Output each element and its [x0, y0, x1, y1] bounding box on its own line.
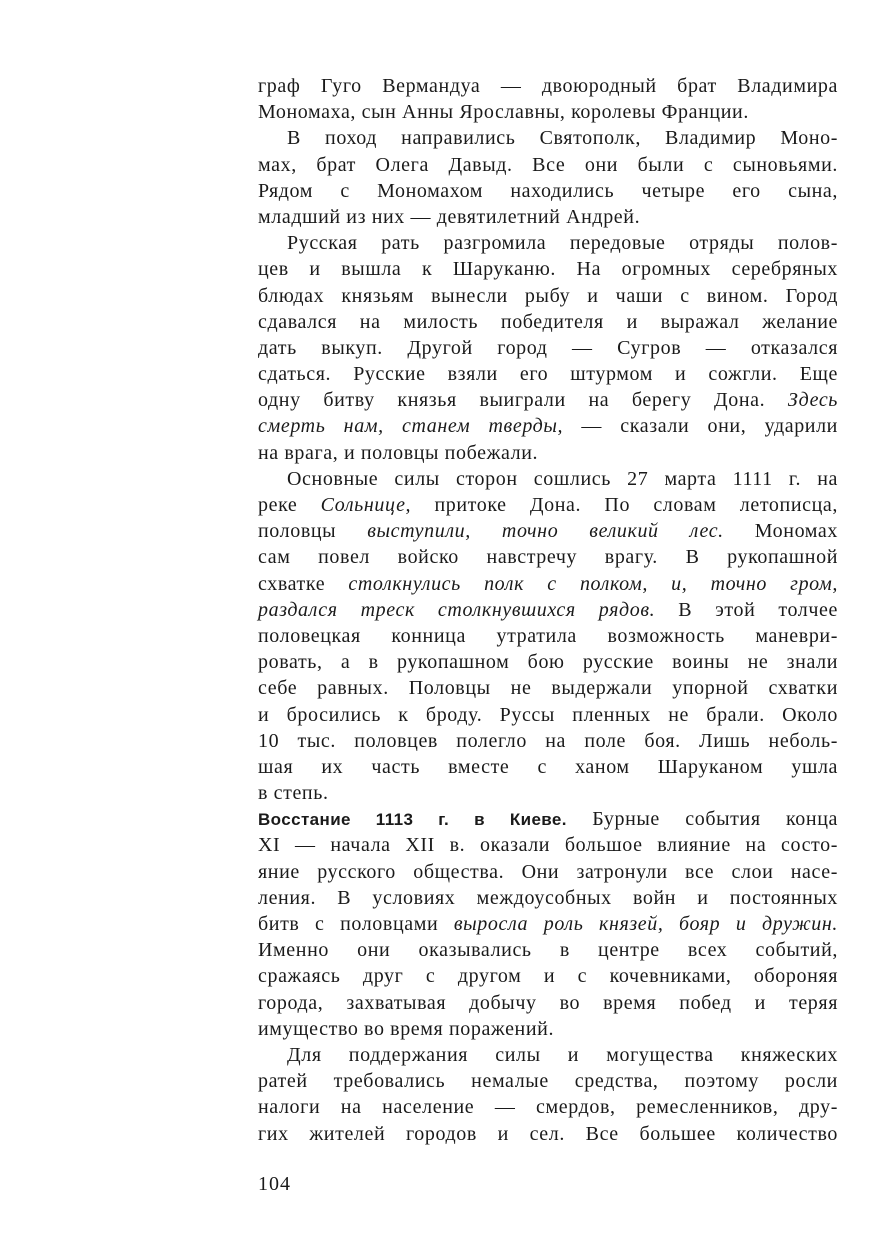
italic-quote: выступили, точно великий лес.	[367, 520, 724, 543]
text-line	[258, 204, 838, 230]
italic-quote: раздался треск столкнувшихся рядов.	[258, 598, 656, 621]
text-segment: 10 тыс. половцев полегло на поле боя. Лишь неболь-	[258, 729, 838, 752]
text-segment: сдаться. Русские взяли его штурмом и сожгли. Еще	[258, 363, 838, 386]
text-line	[258, 623, 838, 649]
text-segment: Основные силы сторон сошлись 27 марта 1111 г. на	[287, 467, 838, 490]
text-segment: В поход направились Святополк, Владимир Моно-	[287, 127, 838, 150]
text-line	[258, 230, 838, 256]
text-segment: налоги на население — смердов, ремесленников, дру-	[258, 1096, 838, 1119]
text-line	[258, 387, 838, 413]
text-line	[258, 99, 838, 125]
text-line	[258, 256, 838, 282]
text-segment: блюдах князьям вынесли рыбу и чаши с вином. Город	[258, 284, 838, 307]
text-segment: цев и вышла к Шаруканю. На огромных серебряных	[258, 258, 838, 281]
text-line	[258, 1068, 838, 1094]
text-line	[258, 283, 838, 309]
text-line	[258, 1121, 838, 1147]
text-segment: шая их часть вместе с ханом Шаруканом ушла	[258, 755, 838, 778]
text-segment: Мономах	[723, 520, 839, 543]
text-line	[258, 309, 838, 335]
section-heading: Восстание 1113 г. в Киеве.	[258, 810, 567, 830]
text-line	[258, 754, 838, 780]
text-segment: притоке Дона. По словам летописца,	[411, 494, 838, 516]
page-number: 104	[258, 1173, 291, 1195]
text-segment: Рядом с Мономахом находились четыре его сына,	[258, 179, 838, 202]
text-segment: схватке	[258, 572, 349, 595]
text-segment: имущество во время поражений.	[258, 1017, 555, 1040]
text-line	[258, 544, 838, 570]
italic-quote: столкнулись полк с полком, и, точно гром,	[348, 572, 838, 595]
text-line	[258, 832, 838, 858]
italic-quote: Сольнице,	[320, 494, 412, 516]
text-line	[258, 780, 838, 806]
text-line	[258, 675, 838, 701]
text-segment: гих жителей городов и сел. Все большее количество	[258, 1122, 838, 1145]
text-line	[258, 413, 838, 439]
text-line	[258, 990, 838, 1016]
text-segment: в степь.	[258, 782, 329, 805]
text-segment: себе равных. Половцы не выдержали упорной схватки	[258, 677, 838, 700]
text-segment: Для поддержания силы и могущества княжеских	[287, 1043, 838, 1066]
text-line	[258, 466, 838, 492]
text-line	[258, 492, 838, 518]
text-line	[258, 937, 838, 963]
text-line	[258, 152, 838, 178]
text-segment: сам повел войско навстречу врагу. В рукопашной	[258, 546, 838, 569]
text-segment: Русская рать разгромила передовые отряды полов-	[287, 232, 838, 255]
text-segment: мах, брат Олега Давыд. Все они были с сыновьями.	[258, 153, 838, 176]
text-segment: битв с половцами	[258, 913, 454, 935]
text-segment: В этой толчее	[655, 598, 838, 621]
italic-quote: выросла роль князей, бояр и дружин.	[453, 913, 838, 935]
italic-quote: смерть нам, станем тверды,	[258, 415, 564, 438]
text-line	[258, 518, 838, 544]
text-line	[258, 702, 838, 728]
text-line	[258, 1016, 838, 1042]
text-line	[258, 440, 838, 466]
text-line	[258, 125, 838, 151]
text-segment: ровать, а в рукопашном бою русские воины не знали	[258, 651, 838, 674]
text-line	[258, 1042, 838, 1068]
text-line	[258, 597, 838, 623]
text-segment: и бросились к броду. Руссы пленных не брали. Около	[258, 703, 838, 726]
text-line	[258, 335, 838, 361]
text-line	[258, 859, 838, 885]
text-segment: ратей требовались немалые средства, поэтому росли	[258, 1070, 838, 1093]
text-segment: дать выкуп. Другой город — Сугров — отказался	[258, 336, 838, 359]
text-line	[258, 885, 838, 911]
text-segment: Именно они оказывались в центре всех событий,	[258, 939, 838, 962]
text-segment: половцы	[258, 520, 368, 543]
body-text	[258, 73, 838, 1147]
text-segment: Бурные события конца	[566, 808, 838, 831]
text-line	[258, 73, 838, 99]
italic-quote: Здесь	[787, 389, 838, 412]
text-segment: половецкая конница утратила возможность маневри-	[258, 624, 838, 647]
text-segment: — сказали они, ударили	[563, 415, 838, 438]
text-line	[258, 728, 838, 754]
text-line	[258, 649, 838, 675]
text-segment: на врага, и половцы побежали.	[258, 441, 539, 464]
text-segment: сдавался на милость победителя и выражал желание	[258, 310, 838, 333]
text-line	[258, 963, 838, 989]
text-segment: сражаясь друг с другом и с кочевниками, обороняя	[258, 965, 838, 988]
text-line	[258, 1094, 838, 1120]
text-segment: яние русского общества. Они затронули все слои насе-	[258, 860, 838, 883]
text-segment: города, захватывая добычу во время побед и теряя	[258, 991, 838, 1014]
text-segment: младший из них — девятилетний Андрей.	[258, 205, 641, 228]
text-line	[258, 361, 838, 387]
text-line	[258, 571, 838, 597]
text-segment: граф Гуго Вермандуа — двоюродный брат Владимира	[258, 75, 838, 97]
text-segment: XI — начала XII в. оказали большое влияние на состо-	[258, 834, 838, 857]
text-segment: реке	[258, 494, 321, 516]
text-line	[258, 806, 838, 832]
text-segment: Мономаха, сын Анны Ярославны, королевы Франции.	[258, 101, 749, 124]
text-segment: ления. В условиях междоусобных войн и постоянных	[258, 886, 838, 909]
text-line	[258, 911, 838, 937]
text-segment: одну битву князья выиграли на берегу Дона.	[258, 389, 788, 412]
text-line	[258, 178, 838, 204]
